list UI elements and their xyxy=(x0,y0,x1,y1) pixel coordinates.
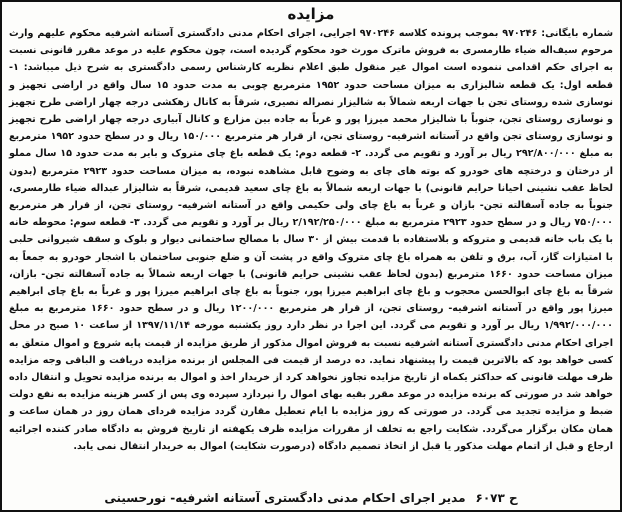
notice-signature: مدیر اجرای احکام مدنی دادگستری آستانه اشرفیه- نورحسینی xyxy=(104,491,466,505)
notice-title: مزایده xyxy=(287,5,335,23)
notice-code: ح ۶۰۷۳ xyxy=(475,491,518,505)
notice-footer xyxy=(9,489,613,507)
notice-body: شماره بایگانی: ۹۷۰۲۴۶ بموجب پرونده کلاسه ۹۷۰۲۴۶ اجرایی، اجرای احکام مدنی دادگستری آستانه اشرفیه محکوم علیهم وارث مرحوم سیف‌اله ضیاء طارمسری به فروش ماترک مورث خود محکوم گردیده است، چون محکوم علیه در موعد مقرر قانونی نسبت به اجرای حکم اقدامی ننموده است اموال غیر منقول طبق اعلام نظریه کارشناس رسمی دادگستری به شرح ذیل میباشد: ۱- قطعه اول: یک قطعه شالیزاری به میزان مساحت حدود ۱۹۵۲ مترمربع چوبی به مدت حدود ۱۵ سال واقع در اراضی تجهیز و نوسازی شده روستای تجن با جهات اربعه شمالاً به شالیزار نصراله نصیری، شرقاً به کانال زهکشی درجه چهار اراضی طرح تجهیز و نوسازی روستای تجن، جنوباً با شالیزار محمد میرزا پور و غرباً به جاده بین مزارع و کانال آبیاری درجه چهار اراضی طرح تجهیز و نوسازی روستای تجن واقع در آستانه اشرفیه- روستای تجن، از قرار هر مترمربع ۱۵۰/۰۰۰ ریال و در سطح حدود ۱۹۵۲ مترمربع به مبلغ ۲۹۲/۸۰۰/۰۰۰ ریال بر آورد و تقویم می گردد. ۲- قطعه دوم: یک قطعه باغ چای متروک و بایر به مدت حدود ۱۵ سال مملو از درختان و درختچه های خودرو که بوته های چای به وضوح قابل مشاهده نبوده، به میزان مساحت حدود ۲۹۲۳ مترمربع (بدون لحاظ عقب نشینی احیانا حرایم قانونی) با جهات اربعه شمالاً به باغ چای سعید قدیمی، شرقاً به شالیزار عبداله ضیاء طارمسری، جنوباً به جاده آسفالته تجن- بازان و غرباً به باغ چای ولی حکیمی واقع در آستانه اشرفیه- روستای تجن، از قرار هر مترمربع ۷۵۰/۰۰۰ ریال و در سطح حدود ۲۹۲۳ مترمربع به مبلغ ۲/۱۹۲/۲۵۰/۰۰۰ ریال بر آورد و تقویم می گردد. ۳- قطعه سوم: محوطه خانه با یک باب خانه قدیمی و متروکه و بلاستفاده با قدمت بیش از ۳۰ سال با مصالح ساختمانی دیوار و بلوک و سقف شیروانی حلبی با امتیازات گاز، آب، برق و تلفن به همراه باغ چای متروک واقع در پشت آن و ضلع جنوبی ساختمان با اشجار خودرو به جمعاً به میزان مساحت حدود ۱۶۶۰ مترمربع (بدون لحاظ عقب نشینی حرایم قانونی) با جهات اربعه شمالاً به جاده آسفالته تجن- بازان، شرقاً به باغ چای ابوالحسن محجوب و باغ چای ابراهیم میرزا پور، جنوباً به باغ چای ابراهیم میرزا پور و غرباً به باغ چای ابراهیم میرزا پور واقع در آستانه اشرفیه- روستای تجن، از قرار هر مترمربع ۱۲۰۰/۰۰۰ ریال و در سطح حدود ۱۶۶۰ مترمربع به مبلغ ۱/۹۹۲/۰۰۰/۰۰۰ ریال بر آورد و تقویم می گردد. این اجرا در نظر دارد روز یکشنبه مورخه ۱۳۹۷/۱۱/۱۴ از ساعت ۱۰ صبح در محل اجرای احکام مدنی دادگستری آستانه اشرفیه نسبت به فروش اموال مذکور از طریق مزایده از قیمت پایه شروع و اموال متعلق به کسی خواهد بود که بالاترین قیمت را پیشنهاد نماید. ده درصد از قیمت فی المجلس از برنده مزایده دریافت و الباقی وجه مزایده ظرف مهلت قانونی که حداکثر یکماه از تاریخ مزایده تجاوز نخواهد کرد از خریدار اخذ و اموال به برنده مزایده تحویل و انتقال داده خواهد شد در صورتی که برنده مزایده در موعد مقرر بقیه بهای اموال را نپردازد سپرده وی پس از کسر هزینه مزایده به نفع دولت ضبط و مزایده تجدید می گردد. در صورتی که روز مزایده با ایام تعطیل مقارن گردد مزایده فردای همان روز در همان ساعت و همان مکان برگزار می‌گردد. شکایت راجع به تخلف از مقررات مزایده ظرف یکهفته از تاریخ فروش به دادگاه صادر کننده اجرائیه ارجاع و قبل از اتمام مهلت مذکور یا قبل از اتخاذ تصمیم دادگاه (درصورت شکایت) اموال به خریدار انتقال نمی یابد. xyxy=(9,28,614,452)
